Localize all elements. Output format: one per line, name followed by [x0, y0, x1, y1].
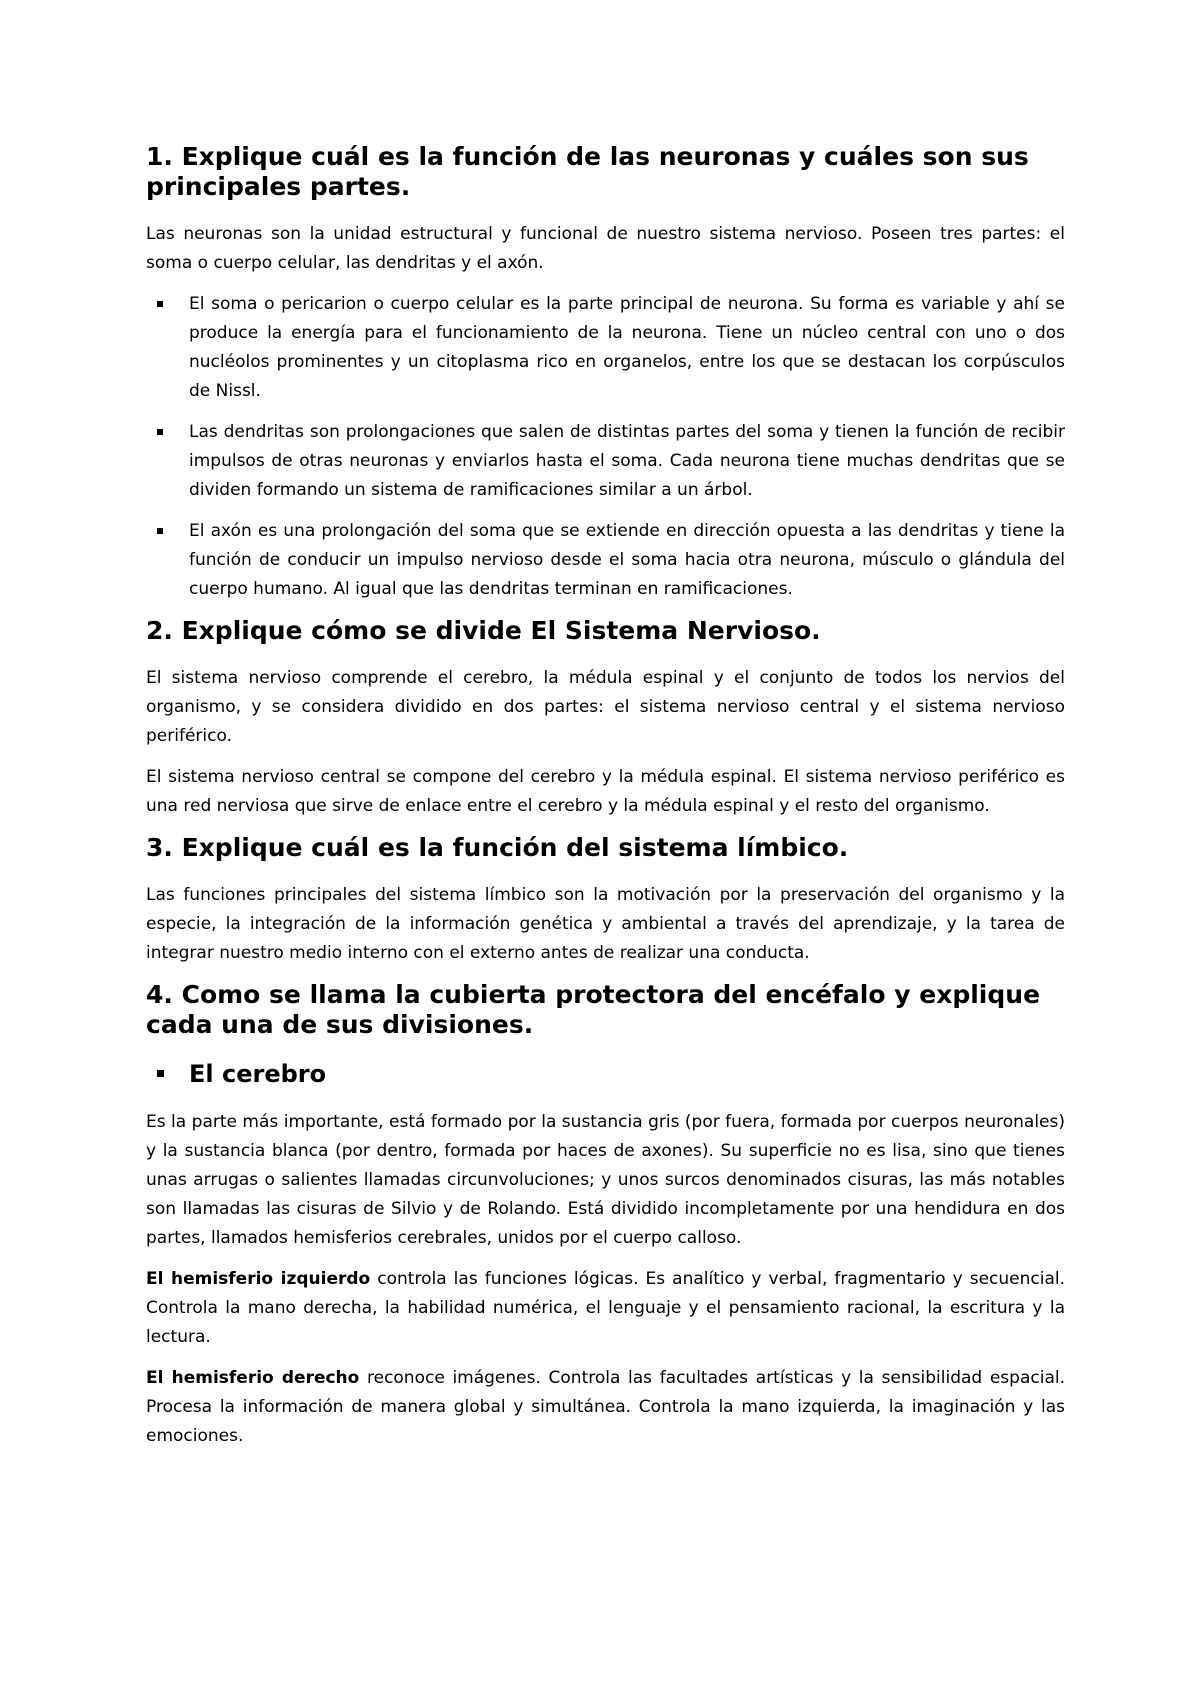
question-4-heading: 4. Como se llama la cubierta protectora del encéfalo y explique cada una de sus divisiones.	[146, 980, 1041, 1039]
cerebro-paragraph: Es la parte más importante, está formado por la sustancia gris (por fuera, formada por cuerpos neuronales) y la sustancia blanca (por dentro, formada por haces de axones). Su superficie no es lisa, sino que tienes unas arrugas o salientes llamadas circunvoluciones; y unos surcos denominados cisuras, las más notables son llamadas las cisuras de Silvio y de Rolando. Está dividido incompletamente por una hendidura en dos partes, llamados hemisferios cerebrales, unidos por el cuerpo calloso.	[146, 1112, 1065, 1248]
square-bullet-icon	[157, 301, 163, 307]
question-2-paragraph-2: El sistema nervioso central se compone del cerebro y la médula espinal. El sistema nervioso periférico es una red nerviosa que sirve de enlace entre el cerebro y la médula espinal y el resto del organismo.	[146, 767, 1065, 816]
square-bullet-icon	[157, 528, 163, 534]
list-item	[146, 418, 1065, 505]
left-hemisphere-text: controla las funciones lógicas. Es analítico y verbal, fragmentario y secuencial. Controla la mano derecha, la habilidad numérica, el lenguaje y el pensamiento racional, la escritura y la lectura.	[146, 1269, 1065, 1347]
list-item	[146, 517, 1065, 604]
left-hemisphere-paragraph	[146, 1265, 1065, 1352]
question-3-paragraph: Las funciones principales del sistema límbico son la motivación por la preservación del organismo y la especie, la integración de la información genética y ambiental a través del aprendizaje, y la tarea de integrar nuestro medio interno con el externo antes de realizar una conducta.	[146, 885, 1065, 963]
question-3-heading: 3. Explique cuál es la función del sistema límbico.	[146, 833, 849, 862]
list-item-text: El soma o pericarion o cuerpo celular es la parte principal de neurona. Su forma es variable y ahí se produce la energía para el funcionamiento de la neurona. Tiene un núcleo central con uno o dos nucléolos prominentes y un citoplasma rico en organelos, entre los que se destacan los corpúsculos de Nissl.	[189, 294, 1065, 401]
cerebro-subheading	[146, 1058, 1065, 1090]
question-2-heading: 2. Explique cómo se divide El Sistema Nervioso.	[146, 616, 821, 645]
question-1-intro: Las neuronas son la unidad estructural y funcional de nuestro sistema nervioso. Poseen tres partes: el soma o cuerpo celular, las dendritas y el axón.	[146, 224, 1065, 273]
list-item-text: El axón es una prolongación del soma que se extiende en dirección opuesta a las dendritas y tiene la función de conducir un impulso nervioso desde el soma hacia otra neurona, músculo o glándula del cuerpo humano. Al igual que las dendritas terminan en ramificaciones.	[189, 521, 1065, 599]
list-item-text: Las dendritas son prolongaciones que salen de distintas partes del soma y tienen la función de recibir impulsos de otras neuronas y enviarlos hasta el soma. Cada neurona tiene muchas dendritas que se dividen formando un sistema de ramificaciones similar a un árbol.	[189, 422, 1065, 500]
question-1-heading: 1. Explique cuál es la función de las neuronas y cuáles son sus principales partes.	[146, 142, 1029, 201]
square-bullet-icon	[157, 1070, 164, 1077]
left-hemisphere-label: El hemisferio izquierdo	[146, 1269, 371, 1289]
neuron-parts-list	[146, 290, 1065, 604]
right-hemisphere-label: El hemisferio derecho	[146, 1368, 360, 1388]
subheading-text: El cerebro	[189, 1060, 327, 1088]
square-bullet-icon	[157, 429, 163, 435]
right-hemisphere-text: reconoce imágenes. Controla las facultades artísticas y la sensibilidad espacial. Procesa la información de manera global y simultánea. Controla la mano izquierda, la imaginación y las emociones.	[146, 1368, 1065, 1446]
list-item	[146, 290, 1065, 406]
question-2-paragraph-1: El sistema nervioso comprende el cerebro, la médula espinal y el conjunto de todos los nervios del organismo, y se considera dividido en dos partes: el sistema nervioso central y el sistema nervioso periférico.	[146, 668, 1065, 746]
right-hemisphere-paragraph	[146, 1364, 1065, 1451]
